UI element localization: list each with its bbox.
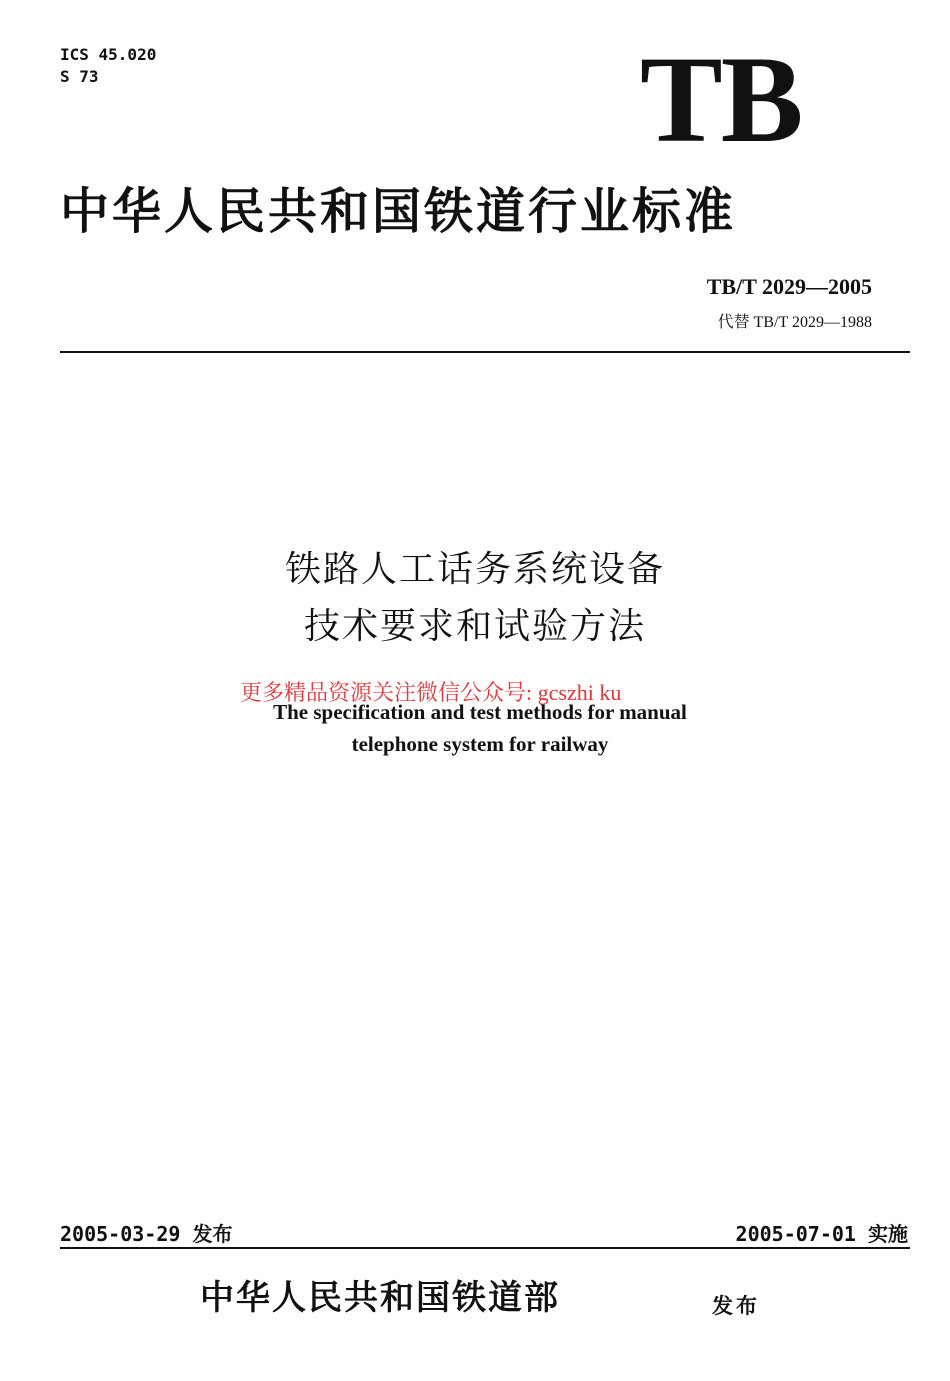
classification-codes xyxy=(60,44,156,88)
header-divider xyxy=(60,351,910,353)
ccs-code: S 73 xyxy=(60,67,99,86)
issue-date: 2005-03-29 发布 xyxy=(60,1222,233,1246)
ics-code: ICS 45.020 xyxy=(60,45,157,64)
replaces-standard: 代替 TB/T 2029—1988 xyxy=(717,314,872,331)
standard-category-title: 中华人民共和国铁道行业标准 xyxy=(60,183,737,240)
watermark-text: 更多精品资源关注微信公众号: gcszhi ku xyxy=(240,680,622,705)
tb-logo: TB xyxy=(640,31,802,168)
publisher-name: 中华人民共和国铁道部 xyxy=(200,1278,560,1318)
document-title-line1: 铁路人工话务系统设备 xyxy=(284,549,665,590)
publisher-action: 发布 xyxy=(712,1294,760,1318)
implementation-date: 2005-07-01 实施 xyxy=(735,1222,908,1246)
english-title-line1: The specification and test methods for manual xyxy=(273,700,687,724)
standard-number: TB/T 2029—2005 xyxy=(706,274,872,299)
english-title-line2: telephone system for railway xyxy=(351,732,609,756)
document-title-line2: 技术要求和试验方法 xyxy=(303,606,646,647)
footer-divider xyxy=(60,1247,910,1249)
